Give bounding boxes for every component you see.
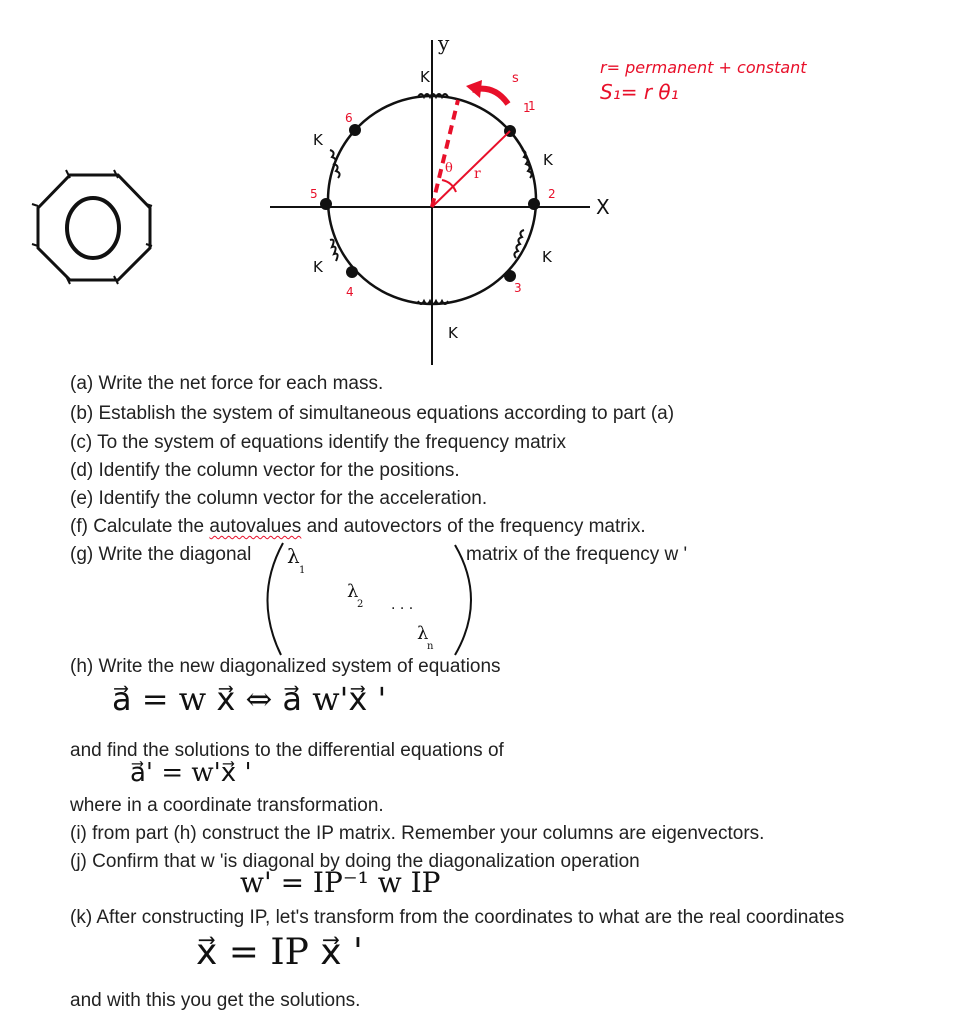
axis-x-label: X	[596, 195, 610, 219]
arc-index: 1	[523, 101, 531, 115]
question-f-pre: (f) Calculate the	[70, 516, 210, 537]
equation-system-diagonalized: a⃗ = w x⃗ ⇔ a⃗ w'x⃗ '	[112, 680, 387, 718]
spring-label-upper-left: K	[313, 131, 323, 149]
matrix-lambda-2-sub: 2	[357, 599, 364, 610]
matrix-dots: · · ·	[391, 601, 414, 617]
question-j: (j) Confirm that w 'is diagonal by doing the diagonalization operation	[70, 851, 640, 872]
question-f-post: and autovectors of the frequency matrix.	[301, 516, 646, 537]
note-line-2: S₁= r θ₁	[600, 80, 679, 104]
note-line-1: r= permanent + constant	[600, 58, 807, 77]
matrix-lambda-1-sub: 1	[299, 565, 306, 576]
spring-label-bottom: K	[448, 324, 458, 342]
mass-number-3: 3	[514, 281, 522, 295]
question-a: (a) Write the net force for each mass.	[70, 373, 384, 394]
question-h: (h) Write the new diagonalized system of equations	[70, 656, 501, 677]
question-b: (b) Establish the system of simultaneous equations according to part (a)	[70, 403, 675, 424]
question-c: (c) To the system of equations identify the frequency matrix	[70, 432, 566, 453]
mass-number-1: 1	[528, 99, 536, 113]
radius-line	[432, 131, 510, 207]
matrix-right-bracket	[455, 545, 471, 655]
figure	[0, 0, 963, 370]
matrix-lambda-1: λ	[287, 544, 300, 568]
spring-label-lower-left: K	[313, 258, 323, 276]
radius-label: r	[474, 166, 481, 182]
spring-lower-right	[514, 230, 524, 258]
question-h-where: where in a coordinate transformation.	[70, 795, 384, 816]
question-g-pre: (g) Write the diagonal	[70, 544, 252, 565]
question-i: (i) from part (h) construct the IP matrix. Remember your columns are eigenvectors.	[70, 823, 765, 844]
mass-4	[346, 266, 358, 278]
axis-y-label: y	[438, 31, 450, 55]
diagonal-matrix-sketch	[255, 535, 495, 660]
equation-differential: a⃗' = w'x⃗ '	[130, 758, 252, 788]
question-g-post: matrix of the frequency w '	[466, 544, 688, 565]
question-e: (e) Identify the column vector for the acceleration.	[70, 488, 488, 509]
question-d: (d) Identify the column vector for the positions.	[70, 460, 460, 481]
equation-diagonalization: w' = IP⁻¹ w IP	[240, 866, 441, 899]
mass-number-5: 5	[310, 187, 318, 201]
angle-label: θ	[445, 161, 453, 176]
mass-number-6: 6	[345, 111, 353, 125]
arc-label: s	[512, 71, 519, 86]
question-h-after: and find the solutions to the differential equations of	[70, 740, 504, 761]
octagon-sketch	[32, 170, 152, 284]
matrix-lambda-2: λ	[347, 581, 359, 602]
question-f-word: autovalues	[209, 516, 302, 537]
equation-coordinate-transform: x⃗ = IP x⃗ '	[196, 932, 363, 973]
final-line: and with this you get the solutions.	[70, 990, 361, 1011]
matrix-left-bracket	[267, 543, 283, 655]
dashed-initial-line	[432, 100, 458, 207]
matrix-lambda-n: λ	[417, 623, 429, 644]
mass-number-4: 4	[346, 285, 354, 299]
mass-5	[320, 198, 332, 210]
spring-label-top: K	[420, 68, 430, 86]
mass-2	[528, 198, 540, 210]
mass-number-2: 2	[548, 187, 556, 201]
matrix-lambda-n-sub: n	[427, 641, 434, 652]
spring-label-upper-right: K	[543, 151, 553, 169]
rotation-arrowhead	[466, 80, 482, 98]
spring-label-lower-right: K	[542, 248, 552, 266]
question-k: (k) After constructing IP, let's transform from the coordinates to what are the real coordinates	[70, 907, 845, 928]
mass-6	[349, 124, 361, 136]
